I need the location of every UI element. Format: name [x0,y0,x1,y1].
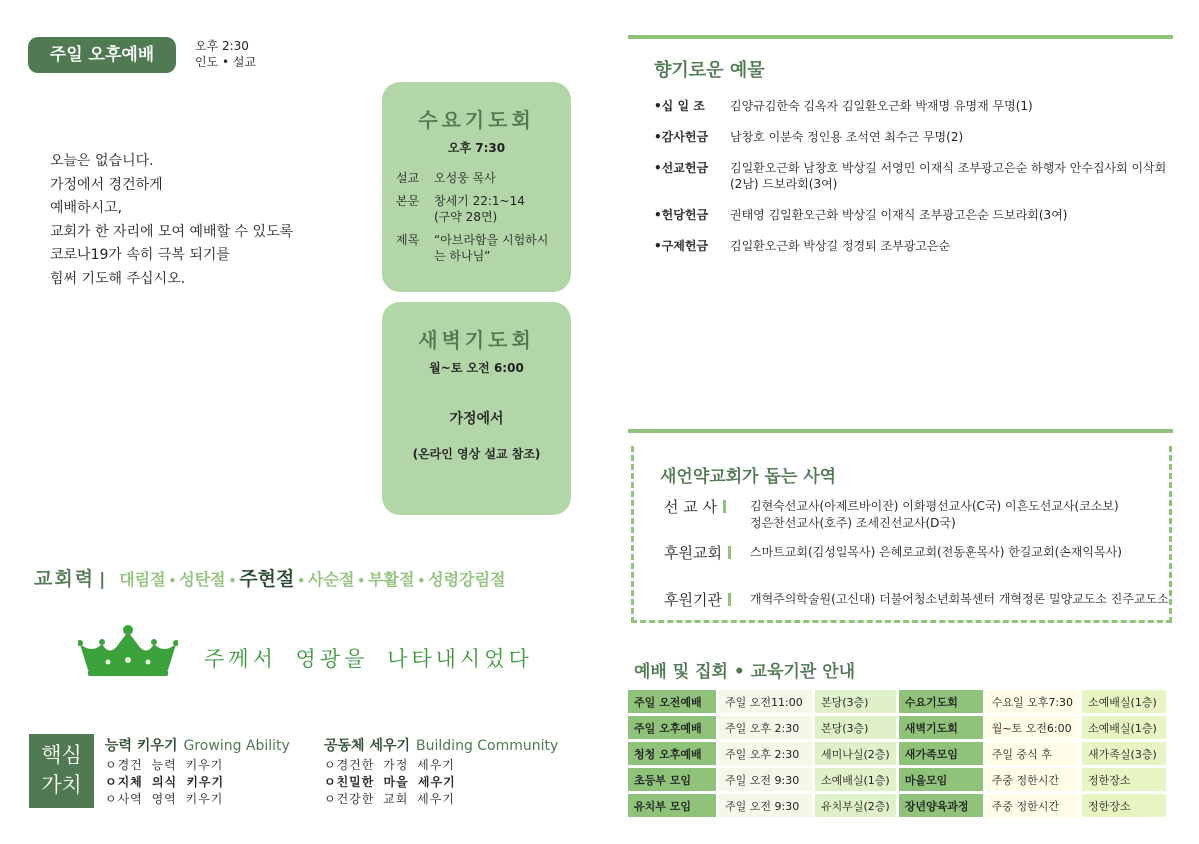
subject-value: “아브라함을 시험하시는 하나님” [434,233,549,263]
wednesday-title: 수요기도회 [418,108,535,132]
core-col-ability [105,738,290,808]
wednesday-details [396,170,557,271]
missionary-label-text: 선 교 사 [664,498,718,516]
missionary-label [664,496,744,517]
season-dot: • [228,574,237,588]
offering-names: 김일환오근화 박상길 정경퇴 조부광고은순 [730,239,951,253]
church-label [664,542,744,563]
dawn-place: 가정에서 [449,411,504,427]
season-dot: • [357,574,366,588]
core-values-box [29,734,94,808]
sermon-value: 오성웅 목사 [434,171,496,185]
offering-names: 권태영 김일환오근화 박상길 이재식 조부광고은순 드보라회(3여) [730,208,1068,222]
label-bar [723,500,726,513]
season-christmas: 성탄절 [179,570,226,589]
schedule-name: 청청 오후예배 [628,742,716,765]
community-item: ㅇ경건한 가정 세우기 [324,758,455,772]
community-item: ㅇ건강한 교회 세우기 [324,792,455,806]
schedule-place: 유치부실(2층) [815,794,896,817]
schedule-title: 예배 및 집회 • 교육기관 안내 [634,662,856,682]
schedule-time: 주중 정한시간 [986,768,1079,791]
ability-item: ㅇ지체 의식 키우기 [105,775,225,789]
ability-item: ㅇ사역 영역 키우기 [105,792,224,806]
offering-row [654,129,1170,145]
ability-title [105,738,290,755]
label-bar [728,546,731,559]
season-lent: 사순절 [308,570,355,589]
afternoon-service-time: 오후 2:30 [195,39,249,53]
schedule-time: 주일 오전11:00 [719,690,812,713]
crown-icon [78,624,178,678]
org-names: 개혁주의학술원(고신대) 더불어청소년회복센터 개혁정론 밀양교도소 진주교도소 [750,592,1169,606]
notice-line: 교회가 한 자리에 모여 예배할 수 있도록 [50,223,294,240]
offering-label: •헌당헌금 [654,208,709,222]
core-box-line: 핵심 [41,743,82,767]
sermon-row [396,170,557,193]
calendar-separator: | [99,570,106,590]
season-advent: 대림절 [119,570,166,589]
schedule-place: 본당(3층) [815,716,896,739]
schedule-place: 소예배실(1층) [1082,690,1166,713]
schedule-row [628,742,1166,765]
notice-message [50,150,293,291]
schedule-place: 정한장소 [1082,794,1166,817]
subject-row [396,232,557,271]
notice-line: 오늘은 없습니다. [50,153,154,169]
mission-top-rule [628,429,1173,433]
season-easter: 부활절 [368,570,415,589]
offering-row [654,98,1170,114]
church-label-text: 후원교회 [664,544,722,562]
community-item: ㅇ친밀한 마을 세우기 [324,775,456,789]
schedule-place: 세미나실(2층) [815,742,896,765]
afternoon-service-leader: 인도 • 설교 [195,55,257,69]
schedule-place: 소예배실(1층) [815,768,896,791]
text-line: (구약 28면) [434,210,498,224]
schedule-place: 본당(3층) [815,690,896,713]
schedule-time: 월~토 오전6:00 [986,716,1079,739]
subject-label: 제목 [396,233,420,247]
offering-label: •감사헌금 [654,130,709,144]
season-dot: • [168,574,177,588]
schedule-row [628,716,1166,739]
community-title-en: Building Community [416,738,559,754]
dawn-time: 월~토 오전 6:00 [429,361,524,375]
offering-label: •선교헌금 [654,161,709,175]
core-col-community [324,738,558,808]
offering-title: 향기로운 예물 [654,60,765,81]
org-label [664,589,744,610]
offering-names: 김일환오근화 남창호 박상길 서영민 이재식 조부광고은순 하행자 안수집사회 이삭회(2남) 드보라회(3여) [730,161,1167,191]
missionary-names [750,498,1170,532]
text-value [434,193,557,232]
schedule-name: 장년양육과정 [899,794,983,817]
wednesday-time: 오후 7:30 [447,141,506,155]
schedule-place: 소예배실(1층) [1082,716,1166,739]
sermon-label: 설교 [396,171,420,185]
afternoon-service-info [195,38,256,70]
season-pentecost: 성령강림절 [428,570,506,589]
ability-item: ㅇ경건 능력 키우기 [105,758,224,772]
calendar-lead: 교회력 [34,568,96,590]
text-row [396,193,557,232]
schedule-row [628,768,1166,791]
missionary-line: 김현숙선교사(아제르바이잔) 이화평선교사(C국) 이흔도선교사(코소보) [750,499,1119,513]
community-title [324,738,558,755]
mission-title: 새언약교회가 돕는 사역 [660,467,837,487]
text-line: 창세기 22:1~14 [434,194,525,208]
ability-title-ko: 능력 키우기 [105,738,178,754]
schedule-time: 주일 오전 9:30 [719,794,812,817]
dawn-prayer-card [382,302,571,515]
schedule-name: 수요기도회 [899,690,983,713]
label-bar [728,593,731,606]
offering-row [654,238,1170,254]
schedule-time: 주일 오후 2:30 [719,716,812,739]
schedule-name: 초등부 모임 [628,768,716,791]
org-label-text: 후원기관 [664,591,722,609]
schedule-row [628,794,1166,817]
notice-line: 힘써 기도해 주십시오. [50,270,186,287]
schedule-place: 새가족실(3층) [1082,742,1166,765]
text-label: 본문 [396,194,420,208]
schedule-time: 주중 정한시간 [986,794,1079,817]
notice-line: 코로나19가 속히 극복 되기를 [50,247,230,263]
schedule-row [628,690,1166,713]
schedule-name: 주일 오후예배 [628,716,716,739]
notice-line: 예배하시고, [50,200,123,216]
wednesday-prayer-card [382,82,571,292]
offering-list [654,98,1170,269]
offering-label: •십 일 조 [654,99,705,113]
season-dot: • [417,574,426,588]
church-names: 스마트교회(김성일목사) 은혜로교회(전동훈목사) 한길교회(손재익목사) [750,545,1122,559]
church-calendar [34,564,505,591]
schedule-time: 주일 오후 2:30 [719,742,812,765]
schedule-place: 정한장소 [1082,768,1166,791]
season-dot: • [297,574,306,588]
afternoon-service-title: 주일 오후예배 [28,37,176,73]
schedule-time: 주일 중식 후 [986,742,1079,765]
notice-line: 가정에서 경건하게 [50,176,163,193]
core-box-line: 가치 [41,773,82,797]
season-epiphany-current: 주현절 [239,568,295,590]
schedule-name: 새벽기도회 [899,716,983,739]
schedule-name: 유치부 모임 [628,794,716,817]
schedule-name: 마을모임 [899,768,983,791]
offering-row [654,160,1170,192]
schedule-table [625,687,1169,820]
offering-label: •구제헌금 [654,239,709,253]
offering-top-rule [628,35,1173,39]
community-title-ko: 공동체 세우기 [324,738,411,754]
dawn-note: (온라인 영상 설교 참조) [412,447,541,461]
schedule-time: 수요일 오후7:30 [986,690,1079,713]
missionary-line: 정은찬선교사(호주) 조세진선교사(D국) [750,516,956,530]
offering-names: 남창호 이분숙 정인용 조석연 최수근 무명(2) [730,130,964,144]
epiphany-slogan: 주께서 영광을 나타내시었다 [204,647,533,671]
offering-row [654,207,1170,223]
schedule-name: 새가족모임 [899,742,983,765]
offering-names: 김양규김한숙 김옥자 김일환오근화 박재명 유명재 무명(1) [730,99,1033,113]
dawn-title: 새벽기도회 [418,328,535,352]
schedule-time: 주일 오전 9:30 [719,768,812,791]
ability-title-en: Growing Ability [183,738,290,754]
schedule-name: 주일 오전예배 [628,690,716,713]
